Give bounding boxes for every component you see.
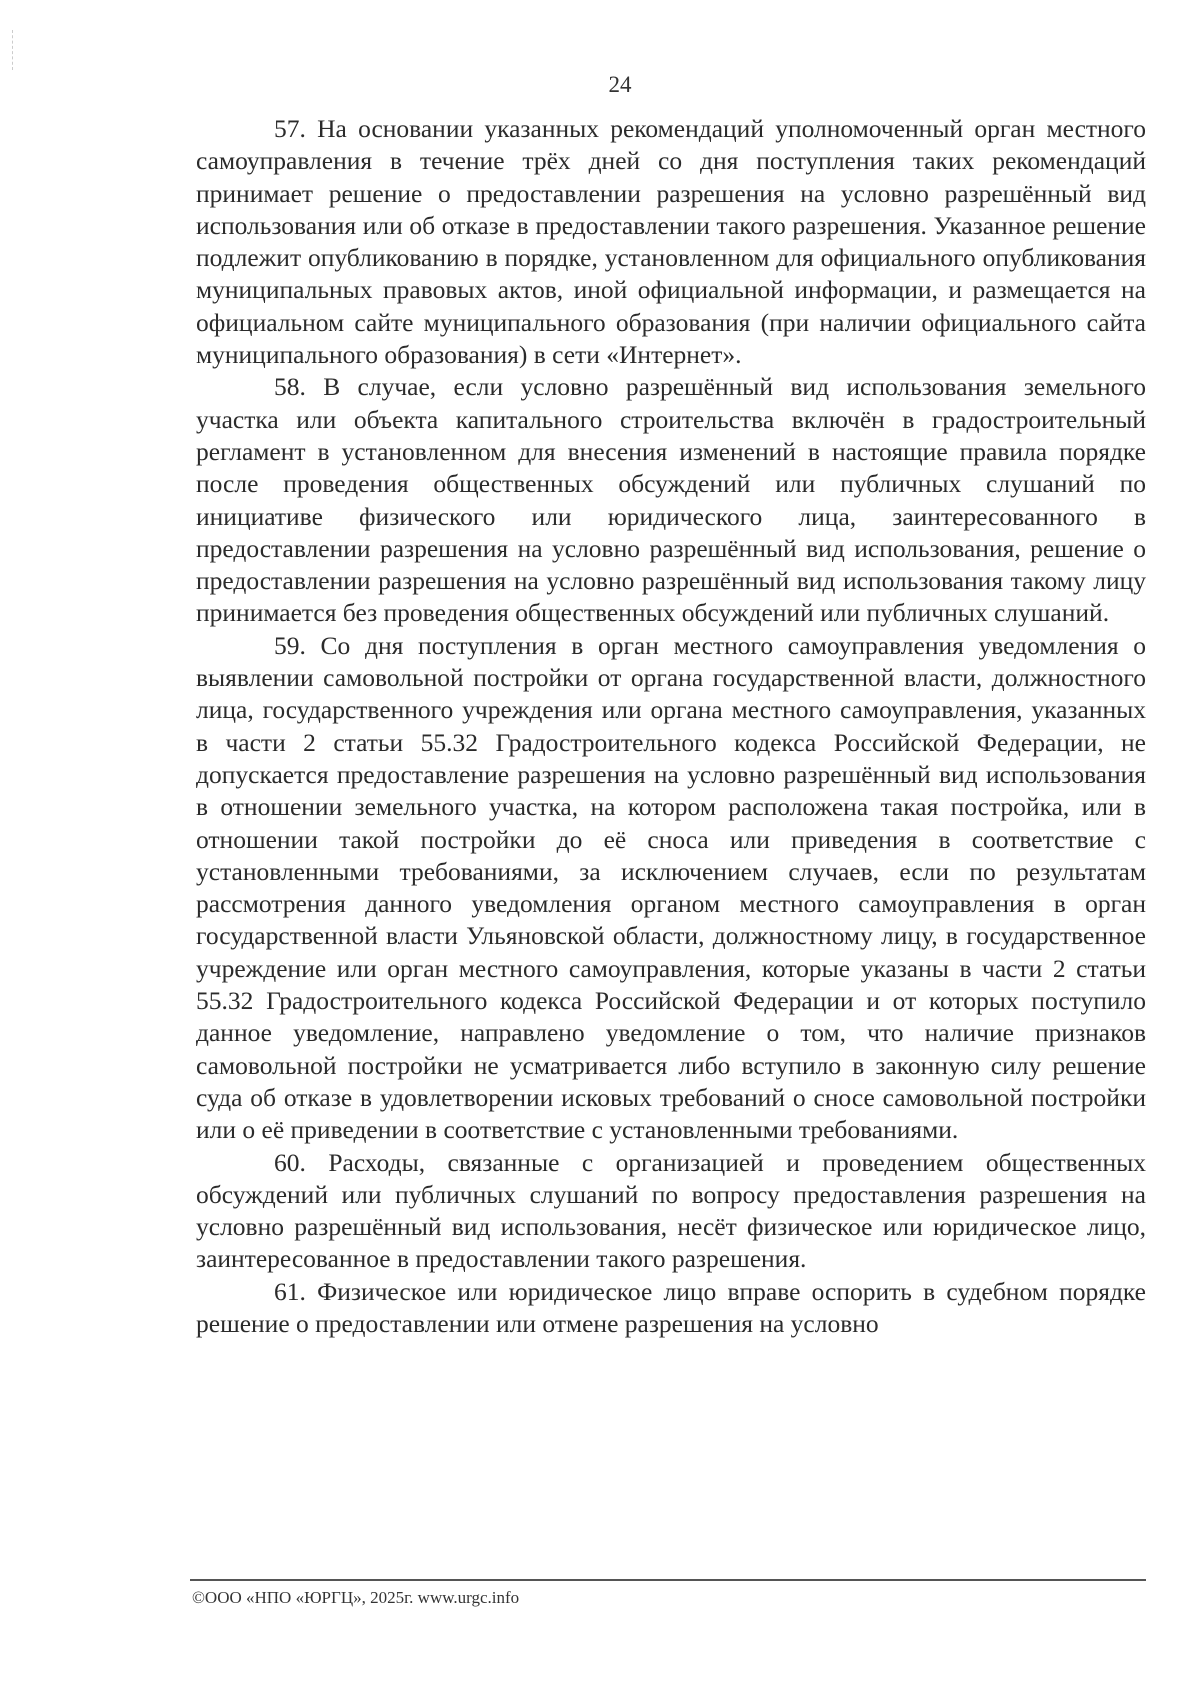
paragraph-58: 58. В случае, если условно разрешённый вид использования земельного участка или объекта капитального строительства включён в градостроительный регламент в установленном для внесения изменений в настоящие правила порядке после проведения общественных обсуждений или публичных слушаний по инициативе физического или юридического лица, заинтересованного в предоставлении разрешения на условно разрешённый вид использования, решение о предоставлении разрешения на условно разрешённый вид использования такому лицу принимается без проведения общественных обсуждений или публичных слушаний. [196, 372, 1146, 628]
paragraph-57: 57. На основании указанных рекомендаций уполномоченный орган местного самоуправления в течение трёх дней со дня поступления таких рекомендаций принимает решение о предоставлении разрешения на условно разрешённый вид использования или об отказе в предоставлении такого разрешения. Указанное решение подлежит опубликованию в порядке, установленном для официального опубликования муниципальных правовых актов, иной официальной информации, и размещается на официальном сайте муниципального образования (при наличии официального сайта муниципального образования) в сети «Интернет». [196, 114, 1146, 370]
paragraph-61: 61. Физическое или юридическое лицо вправе оспорить в судебном порядке решение о предоставлении или отмене разрешения на условно [196, 1276, 1146, 1338]
page-number: 24 [608, 72, 632, 97]
paragraph-60: 60. Расходы, связанные с организацией и проведением общественных обсуждений или публичных слушаний по вопросу предоставления разрешения на условно разрешённый вид использования, несёт физическое или юридическое лицо, заинтересованное в предоставлении такого разрешения. [196, 1147, 1146, 1274]
footer-divider [190, 1579, 1146, 1581]
document-body [196, 113, 1146, 1340]
scan-edge-mark [12, 30, 14, 70]
footer-copyright: ©ООО «НПО «ЮРГЦ», 2025г. www.urgc.info [192, 1588, 520, 1607]
paragraph-59: 59. Со дня поступления в орган местного самоуправления уведомления о выявлении самовольной постройки от органа государственной власти, должностного лица, государственного учреждения или органа местного самоуправления, указанных в части 2 статьи 55.32 Градостроительного кодекса Российской Федерации, не допускается предоставление разрешения на условно разрешённый вид использования в отношении земельного участка, на котором расположена такая постройка, или в отношении такой постройки до её сноса или приведения в соответствие с установленными требованиями, за исключением случаев, если по результатам рассмотрения данного уведомления органом местного самоуправления в орган государственной власти Ульяновской области, должностному лицу, в государственное учреждение или орган местного самоуправления, которые указаны в части 2 статьи 55.32 Градостроительного кодекса Российской Федерации и от которых поступило данное уведомление, направлено уведомление о том, что наличие признаков самовольной постройки не усматривается либо вступило в законную силу решение суда об отказе в удовлетворении исковых требований о сносе самовольной постройки или о её приведении в соответствие с установленными требованиями. [196, 630, 1146, 1145]
